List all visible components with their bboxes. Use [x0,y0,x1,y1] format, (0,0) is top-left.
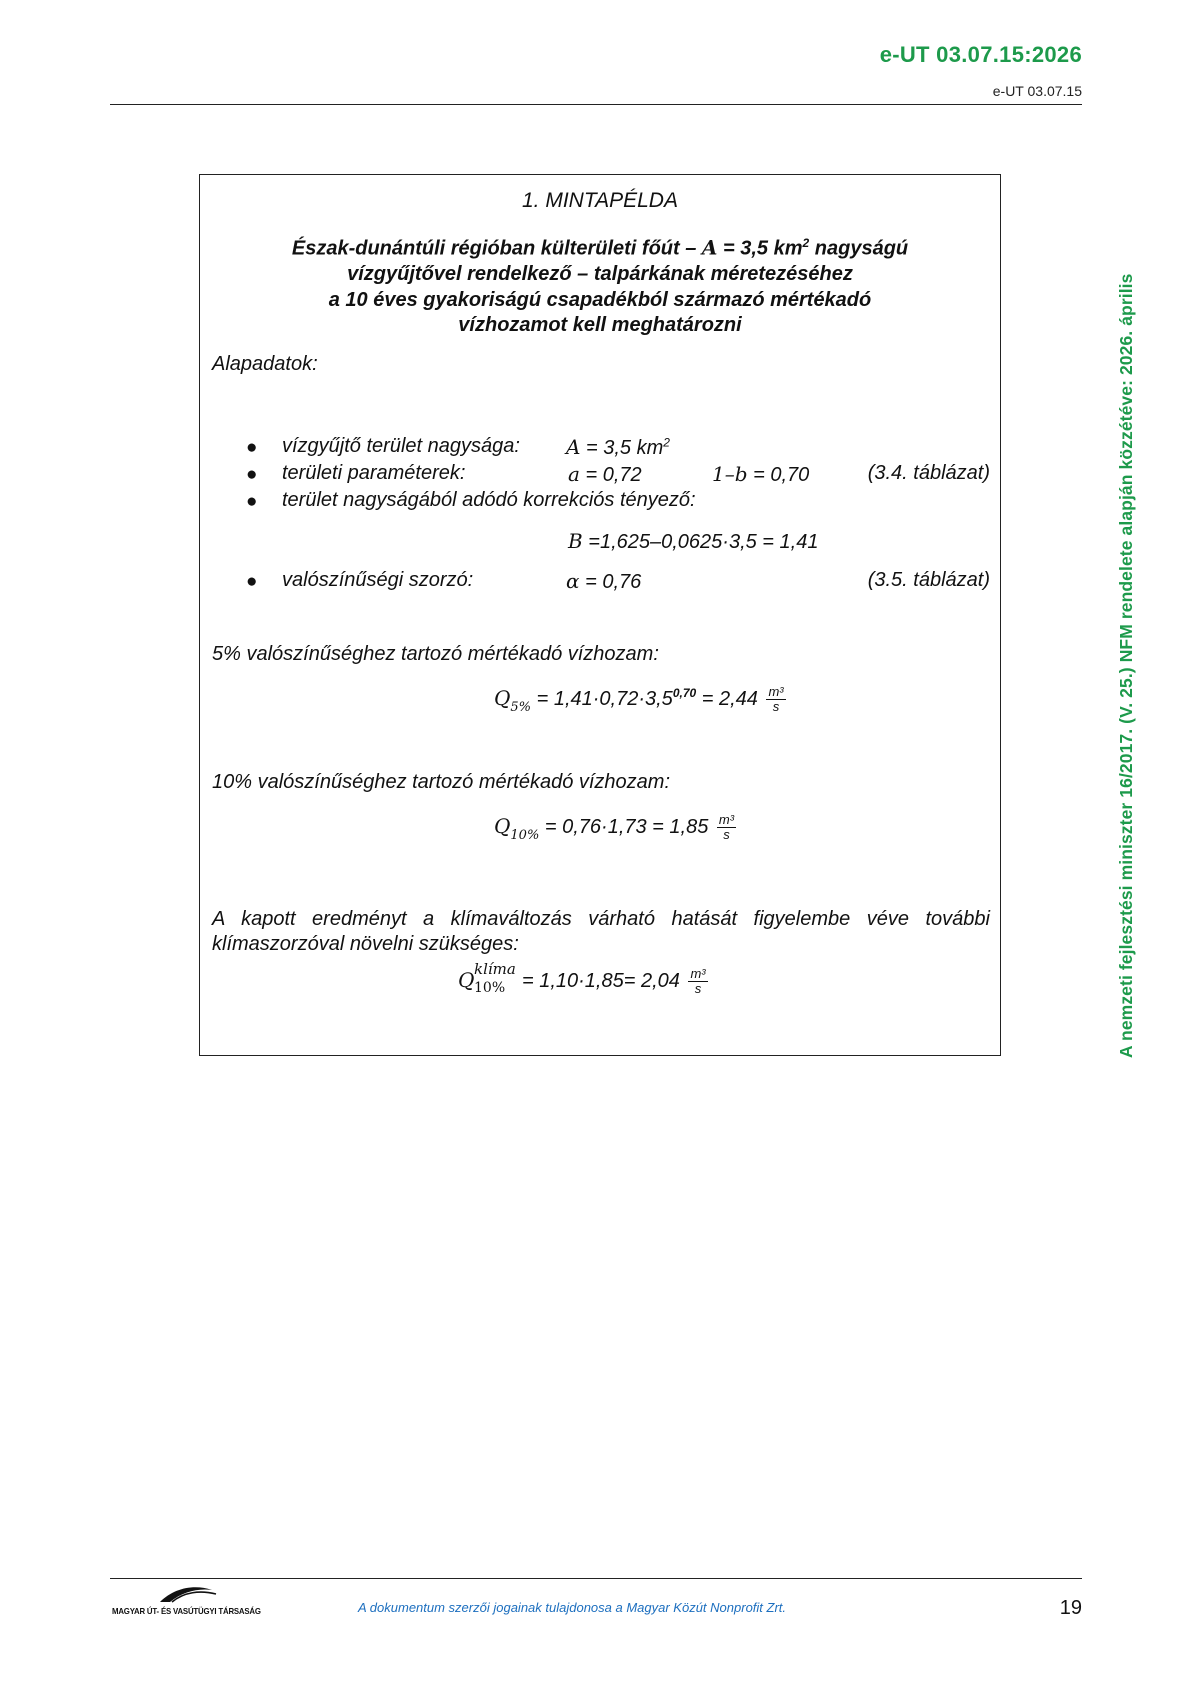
unit-fraction: $\frac{\text{m³}}{s}$ [690,966,706,996]
bullet-catchment-label: vízgyűjtő terület nagysága: [282,435,520,457]
bullet-params-value-a: a = 0,72 [568,462,642,486]
page-number: 19 [1059,1597,1082,1619]
bullet-catchment-value: A = 3,5 $km^2$ [566,435,670,459]
footer-divider [110,1578,1082,1579]
heading-line-2: vízgyűjtővel rendelkező – talpárkának méretezéséhez [347,263,853,286]
unit-fraction: $\frac{\text{m³}}{s}$ [718,812,735,842]
bullet-dot: ● [246,437,258,458]
q10-formula: $Q_{10\%} = 0,76\cdot 1,73 = 1,85$ $\frac{\text{m³}}{s}$ [494,812,735,843]
example-title: 1. MINTAPÉLDA [522,189,678,212]
heading-line-3: a 10 éves gyakoriságú csapadékból származó mértékadó [328,288,872,311]
bullet-probability-ref: (3.5. táblázat) [867,569,990,591]
document-subcode: e-UT 03.07.15 [992,83,1082,99]
header-divider [110,104,1082,105]
bullet-correction-label: terület nagyságából adódó korrekciós tényező: [282,489,696,511]
bullet-probability-label: valószínűségi szorzó: [282,569,474,591]
bullet-dot: ● [246,464,258,485]
q5-label: 5% valószínűséghez tartozó mértékadó vízhozam: [212,643,659,665]
unit-fraction: $\frac{\text{m³}}{s}$ [768,684,784,714]
bullet-dot: ● [246,491,258,512]
bullet-dot: ● [246,571,258,592]
copyright-note: A dokumentum szerzői jogainak tulajdonosa a Magyar Közút Nonprofit Zrt. [358,1600,787,1615]
bullet-params-ref: (3.4. táblázat) [867,462,990,484]
heading-line-1: Észak-dunántúli régióban külterületi főút – A = 3,5 $km^2$ nagyságú [291,235,909,260]
document-code: e-UT 03.07.15:2026 [879,42,1082,67]
logo-text: MAGYAR ÚT- ÉS VASÚTÜGYI TÁRSASÁG [112,1606,261,1616]
bullet-correction-formula: B =1,625–0,0625·3,5 = 1,41 [568,529,819,553]
climate-paragraph: A kapott eredményt a klímaváltozás várható hatását figyelembe véve további klímaszorzóval növelni szükséges: [212,908,990,955]
heading-line-4: vízhozamot kell meghatározni [458,314,742,337]
climate-formula: Q klíma 10% = 1,10·1,85= 2,04 $\frac{\text{m³}}{s}$ [458,959,706,996]
q10-label: 10% valószínűséghez tartozó mértékadó vízhozam: [212,771,671,793]
bullet-params-label: területi paraméterek: [282,462,466,484]
society-logo [112,1582,262,1616]
example-heading [200,231,1000,339]
bullet-probability-value: α = 0,76 [566,569,642,593]
publication-side-note: A nemzeti fejlesztési miniszter 16/2017. (V. 25.) NFM rendelete alapján közzétéve: 2026. április [1116,273,1136,1058]
bullet-params-value-b: 1–b = 0,70 [712,462,810,486]
example-box [199,174,1001,1056]
basics-label: Alapadatok: [212,353,318,375]
q5-formula: $Q_{5\%} = 1,41\cdot 0,72\cdot 3,5^{0,70} = 2,44$ $\frac{\text{m³}}{s}$ [494,684,784,715]
road-swoosh-icon [112,1582,262,1604]
